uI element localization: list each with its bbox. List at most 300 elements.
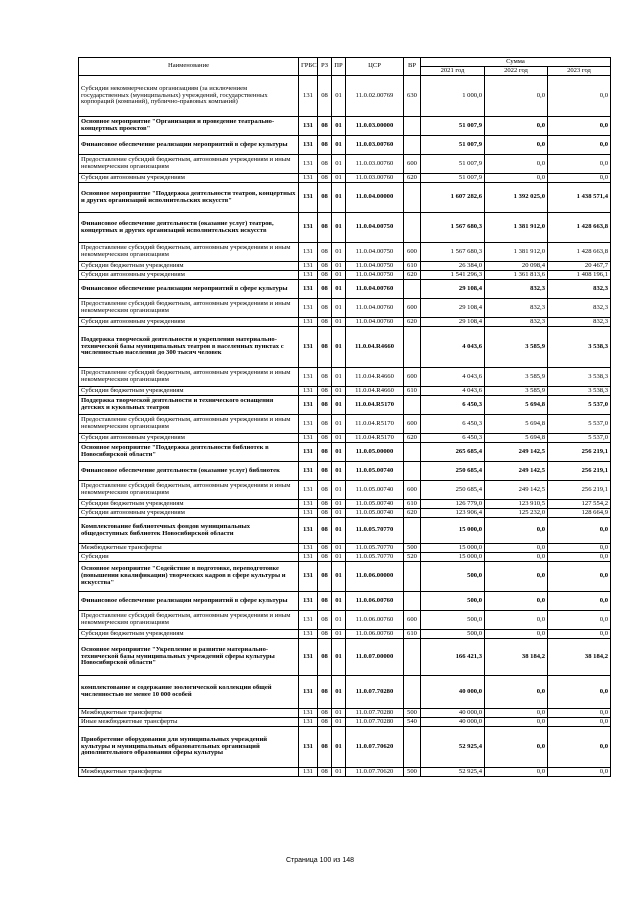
table-row xyxy=(79,271,611,280)
col-name-header: Наименование xyxy=(79,58,299,76)
cell-2023: 832,3 xyxy=(548,280,611,299)
table-row xyxy=(79,443,611,462)
cell-grbs: 131 xyxy=(299,481,318,500)
cell-rz: 08 xyxy=(318,183,332,213)
cell-2022: 5 694,8 xyxy=(485,415,548,434)
cell-name: Предоставление субсидий бюджетным, автономным учреждениям и иным некоммерческим организациям xyxy=(79,243,299,262)
cell-rz: 08 xyxy=(318,553,332,562)
cell-csr: 11.0.05.00740 xyxy=(346,500,404,509)
cell-2022: 0,0 xyxy=(485,727,548,768)
table-row xyxy=(79,544,611,553)
cell-rz: 08 xyxy=(318,768,332,777)
page-number: Страница 100 из 148 xyxy=(285,857,355,864)
col-rz-header: РЗ xyxy=(318,58,332,76)
cell-2022: 0,0 xyxy=(485,709,548,718)
cell-grbs: 131 xyxy=(299,562,318,592)
cell-2022: 3 585,9 xyxy=(485,327,548,368)
cell-pr: 01 xyxy=(332,76,346,117)
cell-2023: 3 538,3 xyxy=(548,387,611,396)
cell-csr: 11.0.07.70620 xyxy=(346,727,404,768)
cell-csr: 11.0.04.R4660 xyxy=(346,327,404,368)
cell-csr: 11.0.04.R5170 xyxy=(346,415,404,434)
cell-rz: 08 xyxy=(318,611,332,630)
cell-2023: 0,0 xyxy=(548,676,611,709)
cell-pr: 01 xyxy=(332,262,346,271)
cell-2023: 1 428 663,8 xyxy=(548,213,611,243)
cell-2022: 0,0 xyxy=(485,544,548,553)
cell-csr: 11.0.06.00760 xyxy=(346,611,404,630)
cell-2023: 0,0 xyxy=(548,544,611,553)
cell-2021: 500,0 xyxy=(421,630,485,639)
cell-vr: 600 xyxy=(404,481,421,500)
cell-csr: 11.0.04.00750 xyxy=(346,243,404,262)
cell-name: Финансовое обеспечение реализации мероприятий в сфере культуры xyxy=(79,280,299,299)
cell-grbs: 131 xyxy=(299,183,318,213)
cell-2021: 250 685,4 xyxy=(421,481,485,500)
cell-pr: 01 xyxy=(332,136,346,155)
cell-csr: 11.0.04.R4660 xyxy=(346,368,404,387)
cell-vr: 620 xyxy=(404,509,421,518)
cell-csr: 11.0.06.00760 xyxy=(346,630,404,639)
cell-pr: 01 xyxy=(332,434,346,443)
cell-vr: 520 xyxy=(404,553,421,562)
cell-vr: 500 xyxy=(404,544,421,553)
cell-2022: 832,3 xyxy=(485,318,548,327)
cell-vr xyxy=(404,676,421,709)
cell-pr: 01 xyxy=(332,592,346,611)
cell-2021: 51 007,9 xyxy=(421,155,485,174)
cell-2022: 832,3 xyxy=(485,299,548,318)
cell-rz: 08 xyxy=(318,500,332,509)
cell-2022: 1 392 025,0 xyxy=(485,183,548,213)
cell-name: Субсидии автономным учреждениям xyxy=(79,174,299,183)
cell-2023: 0,0 xyxy=(548,768,611,777)
cell-rz: 08 xyxy=(318,462,332,481)
cell-csr: 11.0.05.70770 xyxy=(346,544,404,553)
cell-name: Финансовое обеспечение реализации мероприятий в сфере культуры xyxy=(79,592,299,611)
cell-name: Финансовое обеспечение деятельности (оказание услуг) библиотек xyxy=(79,462,299,481)
cell-2021: 4 043,6 xyxy=(421,368,485,387)
cell-2021: 1 567 680,3 xyxy=(421,243,485,262)
cell-rz: 08 xyxy=(318,243,332,262)
cell-csr: 11.0.05.00740 xyxy=(346,509,404,518)
cell-rz: 08 xyxy=(318,368,332,387)
cell-vr: 600 xyxy=(404,611,421,630)
cell-2021: 15 000,0 xyxy=(421,518,485,544)
cell-2022: 0,0 xyxy=(485,768,548,777)
cell-2023: 256 219,1 xyxy=(548,481,611,500)
cell-vr xyxy=(404,562,421,592)
cell-name: Субсидии автономным учреждениям xyxy=(79,509,299,518)
cell-2023: 1 408 196,1 xyxy=(548,271,611,280)
cell-vr: 620 xyxy=(404,434,421,443)
cell-2023: 0,0 xyxy=(548,562,611,592)
cell-2021: 265 685,4 xyxy=(421,443,485,462)
table-row xyxy=(79,368,611,387)
cell-2022: 0,0 xyxy=(485,630,548,639)
cell-2023: 127 554,2 xyxy=(548,500,611,509)
table-row xyxy=(79,183,611,213)
cell-2022: 1 361 813,6 xyxy=(485,271,548,280)
cell-grbs: 131 xyxy=(299,299,318,318)
cell-2023: 0,0 xyxy=(548,136,611,155)
cell-csr: 11.0.07.70280 xyxy=(346,709,404,718)
cell-grbs: 131 xyxy=(299,318,318,327)
cell-csr: 11.0.05.00000 xyxy=(346,443,404,462)
cell-name: Предоставление субсидий бюджетным, автономным учреждениям и иным некоммерческим организациям xyxy=(79,155,299,174)
cell-vr: 600 xyxy=(404,243,421,262)
cell-rz: 08 xyxy=(318,481,332,500)
cell-2022: 3 585,9 xyxy=(485,368,548,387)
table-row xyxy=(79,481,611,500)
cell-2021: 1 567 680,3 xyxy=(421,213,485,243)
cell-pr: 01 xyxy=(332,271,346,280)
cell-vr: 600 xyxy=(404,299,421,318)
cell-pr: 01 xyxy=(332,299,346,318)
cell-vr xyxy=(404,213,421,243)
cell-pr: 01 xyxy=(332,709,346,718)
cell-csr: 11.0.05.00740 xyxy=(346,481,404,500)
cell-2021: 6 450,3 xyxy=(421,434,485,443)
table-row xyxy=(79,327,611,368)
cell-pr: 01 xyxy=(332,500,346,509)
cell-grbs: 131 xyxy=(299,592,318,611)
cell-pr: 01 xyxy=(332,155,346,174)
table-row xyxy=(79,415,611,434)
cell-pr: 01 xyxy=(332,727,346,768)
cell-2021: 4 043,6 xyxy=(421,387,485,396)
cell-rz: 08 xyxy=(318,509,332,518)
cell-csr: 11.0.02.00769 xyxy=(346,76,404,117)
table-row xyxy=(79,280,611,299)
cell-rz: 08 xyxy=(318,262,332,271)
cell-rz: 08 xyxy=(318,174,332,183)
cell-csr: 11.0.05.70770 xyxy=(346,553,404,562)
cell-2023: 256 219,1 xyxy=(548,462,611,481)
cell-2023: 20 467,7 xyxy=(548,262,611,271)
cell-name: Основное мероприятие "Организация и проведение театрально-концертных проектов" xyxy=(79,117,299,136)
cell-vr xyxy=(404,592,421,611)
cell-vr xyxy=(404,639,421,676)
table-row xyxy=(79,387,611,396)
cell-2021: 52 925,4 xyxy=(421,727,485,768)
table-row xyxy=(79,174,611,183)
cell-csr: 11.0.03.00760 xyxy=(346,136,404,155)
cell-name: Субсидии xyxy=(79,553,299,562)
cell-2021: 4 043,6 xyxy=(421,327,485,368)
cell-2021: 500,0 xyxy=(421,562,485,592)
cell-csr: 11.0.04.00750 xyxy=(346,213,404,243)
cell-2021: 51 007,9 xyxy=(421,136,485,155)
cell-name: Субсидии бюджетным учреждениям xyxy=(79,630,299,639)
cell-vr xyxy=(404,518,421,544)
cell-vr xyxy=(404,443,421,462)
cell-grbs: 131 xyxy=(299,462,318,481)
cell-pr: 01 xyxy=(332,368,346,387)
cell-vr: 610 xyxy=(404,630,421,639)
col-grbs-header: ГРБС xyxy=(299,58,318,76)
cell-csr: 11.0.06.00000 xyxy=(346,562,404,592)
table-row xyxy=(79,768,611,777)
cell-csr: 11.0.07.70620 xyxy=(346,768,404,777)
cell-2022: 0,0 xyxy=(485,718,548,727)
cell-name: Субсидии бюджетным учреждениям xyxy=(79,500,299,509)
col-vr-header: ВР xyxy=(404,58,421,76)
cell-vr xyxy=(404,136,421,155)
table-row xyxy=(79,117,611,136)
cell-pr: 01 xyxy=(332,327,346,368)
cell-2022: 0,0 xyxy=(485,611,548,630)
table-row xyxy=(79,262,611,271)
cell-grbs: 131 xyxy=(299,387,318,396)
col-2021-header: 2021 год xyxy=(421,67,485,76)
cell-2021: 1 607 282,6 xyxy=(421,183,485,213)
cell-rz: 08 xyxy=(318,709,332,718)
cell-2021: 29 108,4 xyxy=(421,318,485,327)
cell-2023: 0,0 xyxy=(548,718,611,727)
cell-name: комплектование и содержание зоологической коллекции общей численностью не менее 10 000 особей xyxy=(79,676,299,709)
cell-2023: 5 537,0 xyxy=(548,396,611,415)
cell-name: Субсидии автономным учреждениям xyxy=(79,434,299,443)
cell-pr: 01 xyxy=(332,718,346,727)
cell-rz: 08 xyxy=(318,415,332,434)
cell-name: Субсидии некоммерческим организациям (за исключением государственных (муниципальных) учреждений, государственных корпораций (компаний), публично-правовых компаний) xyxy=(79,76,299,117)
cell-2021: 52 925,4 xyxy=(421,768,485,777)
cell-csr: 11.0.04.00750 xyxy=(346,262,404,271)
cell-pr: 01 xyxy=(332,562,346,592)
cell-2023: 1 428 663,8 xyxy=(548,243,611,262)
cell-2021: 6 450,3 xyxy=(421,415,485,434)
table-row xyxy=(79,213,611,243)
cell-2021: 40 000,0 xyxy=(421,709,485,718)
cell-2023: 5 537,0 xyxy=(548,415,611,434)
col-pr-header: ПР xyxy=(332,58,346,76)
cell-name: Субсидии автономным учреждениям xyxy=(79,271,299,280)
cell-pr: 01 xyxy=(332,676,346,709)
cell-name: Субсидии автономным учреждениям xyxy=(79,318,299,327)
cell-vr: 600 xyxy=(404,415,421,434)
cell-2023: 0,0 xyxy=(548,592,611,611)
cell-name: Поддержка творческой деятельности и укрепления материально-технической базы муниципальных театров в населенных пунктах с численностью населения до 300 тысяч человек xyxy=(79,327,299,368)
cell-2023: 0,0 xyxy=(548,518,611,544)
cell-rz: 08 xyxy=(318,443,332,462)
cell-name: Комплектование библиотечных фондов муниципальных общедоступных библиотек Новосибирской области xyxy=(79,518,299,544)
cell-vr: 620 xyxy=(404,271,421,280)
cell-csr: 11.0.04.00000 xyxy=(346,183,404,213)
cell-pr: 01 xyxy=(332,544,346,553)
cell-2023: 0,0 xyxy=(548,727,611,768)
cell-rz: 08 xyxy=(318,396,332,415)
cell-rz: 08 xyxy=(318,676,332,709)
col-csr-header: ЦСР xyxy=(346,58,404,76)
cell-csr: 11.0.07.70280 xyxy=(346,718,404,727)
cell-2022: 0,0 xyxy=(485,592,548,611)
cell-rz: 08 xyxy=(318,327,332,368)
col-2023-header: 2023 год xyxy=(548,67,611,76)
cell-2022: 0,0 xyxy=(485,76,548,117)
cell-csr: 11.0.04.R4660 xyxy=(346,387,404,396)
cell-csr: 11.0.04.R5170 xyxy=(346,396,404,415)
cell-grbs: 131 xyxy=(299,368,318,387)
cell-vr: 620 xyxy=(404,174,421,183)
cell-vr xyxy=(404,280,421,299)
cell-name: Субсидии бюджетным учреждениям xyxy=(79,262,299,271)
cell-rz: 08 xyxy=(318,592,332,611)
cell-name: Основное мероприятие "Поддержка деятельности театров, концертных и других организаций исполнительских искусств" xyxy=(79,183,299,213)
cell-grbs: 131 xyxy=(299,262,318,271)
cell-pr: 01 xyxy=(332,611,346,630)
cell-name: Основное мероприятие "Поддержка деятельности библиотек в Новосибирской области" xyxy=(79,443,299,462)
cell-name: Межбюджетные трансферты xyxy=(79,544,299,553)
cell-vr: 500 xyxy=(404,709,421,718)
cell-vr: 620 xyxy=(404,318,421,327)
cell-2023: 0,0 xyxy=(548,630,611,639)
cell-rz: 08 xyxy=(318,387,332,396)
cell-pr: 01 xyxy=(332,630,346,639)
cell-rz: 08 xyxy=(318,213,332,243)
cell-vr: 500 xyxy=(404,768,421,777)
cell-grbs: 131 xyxy=(299,415,318,434)
cell-csr: 11.0.04.00750 xyxy=(346,271,404,280)
cell-grbs: 131 xyxy=(299,396,318,415)
cell-vr: 600 xyxy=(404,155,421,174)
cell-rz: 08 xyxy=(318,562,332,592)
cell-csr: 11.0.05.70770 xyxy=(346,518,404,544)
cell-2023: 0,0 xyxy=(548,174,611,183)
table-row xyxy=(79,611,611,630)
cell-pr: 01 xyxy=(332,518,346,544)
table-row xyxy=(79,630,611,639)
cell-grbs: 131 xyxy=(299,136,318,155)
cell-2021: 123 906,4 xyxy=(421,509,485,518)
table-row xyxy=(79,243,611,262)
table-row xyxy=(79,155,611,174)
cell-name: Предоставление субсидий бюджетным, автономным учреждениям и иным некоммерческим организациям xyxy=(79,368,299,387)
cell-grbs: 131 xyxy=(299,718,318,727)
cell-grbs: 131 xyxy=(299,509,318,518)
cell-rz: 08 xyxy=(318,117,332,136)
table-row xyxy=(79,553,611,562)
cell-2022: 0,0 xyxy=(485,174,548,183)
table-row xyxy=(79,318,611,327)
table-row xyxy=(79,676,611,709)
cell-vr: 540 xyxy=(404,718,421,727)
cell-grbs: 131 xyxy=(299,327,318,368)
cell-pr: 01 xyxy=(332,443,346,462)
cell-grbs: 131 xyxy=(299,280,318,299)
col-2022-header: 2022 год xyxy=(485,67,548,76)
cell-2023: 0,0 xyxy=(548,553,611,562)
table-row xyxy=(79,299,611,318)
budget-table xyxy=(78,57,611,777)
cell-2023: 128 664,9 xyxy=(548,509,611,518)
cell-csr: 11.0.04.00760 xyxy=(346,299,404,318)
cell-vr: 610 xyxy=(404,262,421,271)
cell-2022: 0,0 xyxy=(485,117,548,136)
table-row xyxy=(79,396,611,415)
cell-grbs: 131 xyxy=(299,611,318,630)
table-row xyxy=(79,718,611,727)
cell-grbs: 131 xyxy=(299,434,318,443)
table-row xyxy=(79,136,611,155)
cell-pr: 01 xyxy=(332,117,346,136)
cell-2023: 1 438 571,4 xyxy=(548,183,611,213)
table-row xyxy=(79,518,611,544)
cell-rz: 08 xyxy=(318,718,332,727)
cell-2023: 3 538,3 xyxy=(548,327,611,368)
cell-name: Межбюджетные трансферты xyxy=(79,709,299,718)
cell-name: Поддержка творческой деятельности и технического оснащения детских и кукольных театров xyxy=(79,396,299,415)
cell-2021: 166 421,3 xyxy=(421,639,485,676)
cell-2022: 249 142,5 xyxy=(485,481,548,500)
cell-2023: 0,0 xyxy=(548,611,611,630)
cell-grbs: 131 xyxy=(299,553,318,562)
cell-2021: 26 384,0 xyxy=(421,262,485,271)
cell-name: Предоставление субсидий бюджетным, автономным учреждениям и иным некоммерческим организациям xyxy=(79,415,299,434)
cell-rz: 08 xyxy=(318,518,332,544)
cell-rz: 08 xyxy=(318,727,332,768)
cell-grbs: 131 xyxy=(299,727,318,768)
cell-pr: 01 xyxy=(332,213,346,243)
cell-rz: 08 xyxy=(318,280,332,299)
cell-grbs: 131 xyxy=(299,243,318,262)
cell-pr: 01 xyxy=(332,553,346,562)
cell-vr xyxy=(404,727,421,768)
cell-pr: 01 xyxy=(332,174,346,183)
cell-2022: 3 585,9 xyxy=(485,387,548,396)
table-row xyxy=(79,727,611,768)
cell-2023: 832,3 xyxy=(548,318,611,327)
cell-name: Приобретение оборудования для муниципальных учреждений культуры и муниципальных образовательных организаций дополнительного образования сферы культуры xyxy=(79,727,299,768)
cell-pr: 01 xyxy=(332,639,346,676)
cell-vr xyxy=(404,117,421,136)
cell-grbs: 131 xyxy=(299,518,318,544)
cell-pr: 01 xyxy=(332,768,346,777)
table-row xyxy=(79,462,611,481)
table-row xyxy=(79,500,611,509)
cell-vr xyxy=(404,183,421,213)
cell-grbs: 131 xyxy=(299,174,318,183)
cell-grbs: 131 xyxy=(299,443,318,462)
cell-csr: 11.0.03.00760 xyxy=(346,174,404,183)
cell-rz: 08 xyxy=(318,271,332,280)
col-sum-header: Сумма xyxy=(421,58,611,67)
cell-2023: 38 184,2 xyxy=(548,639,611,676)
table-row xyxy=(79,76,611,117)
cell-rz: 08 xyxy=(318,155,332,174)
cell-grbs: 131 xyxy=(299,544,318,553)
cell-2021: 250 685,4 xyxy=(421,462,485,481)
table-row xyxy=(79,592,611,611)
cell-2021: 500,0 xyxy=(421,592,485,611)
cell-2021: 29 108,4 xyxy=(421,280,485,299)
cell-name: Предоставление субсидий бюджетным, автономным учреждениям и иным некоммерческим организациям xyxy=(79,611,299,630)
cell-2021: 51 007,9 xyxy=(421,174,485,183)
cell-name: Предоставление субсидий бюджетным, автономным учреждениям и иным некоммерческим организациям xyxy=(79,299,299,318)
cell-rz: 08 xyxy=(318,76,332,117)
cell-csr: 11.0.03.00760 xyxy=(346,155,404,174)
cell-pr: 01 xyxy=(332,396,346,415)
cell-2021: 29 108,4 xyxy=(421,299,485,318)
cell-rz: 08 xyxy=(318,434,332,443)
cell-rz: 08 xyxy=(318,136,332,155)
cell-rz: 08 xyxy=(318,318,332,327)
cell-vr xyxy=(404,462,421,481)
cell-csr: 11.0.04.R5170 xyxy=(346,434,404,443)
cell-2022: 0,0 xyxy=(485,562,548,592)
cell-vr: 610 xyxy=(404,387,421,396)
cell-2021: 40 000,0 xyxy=(421,718,485,727)
